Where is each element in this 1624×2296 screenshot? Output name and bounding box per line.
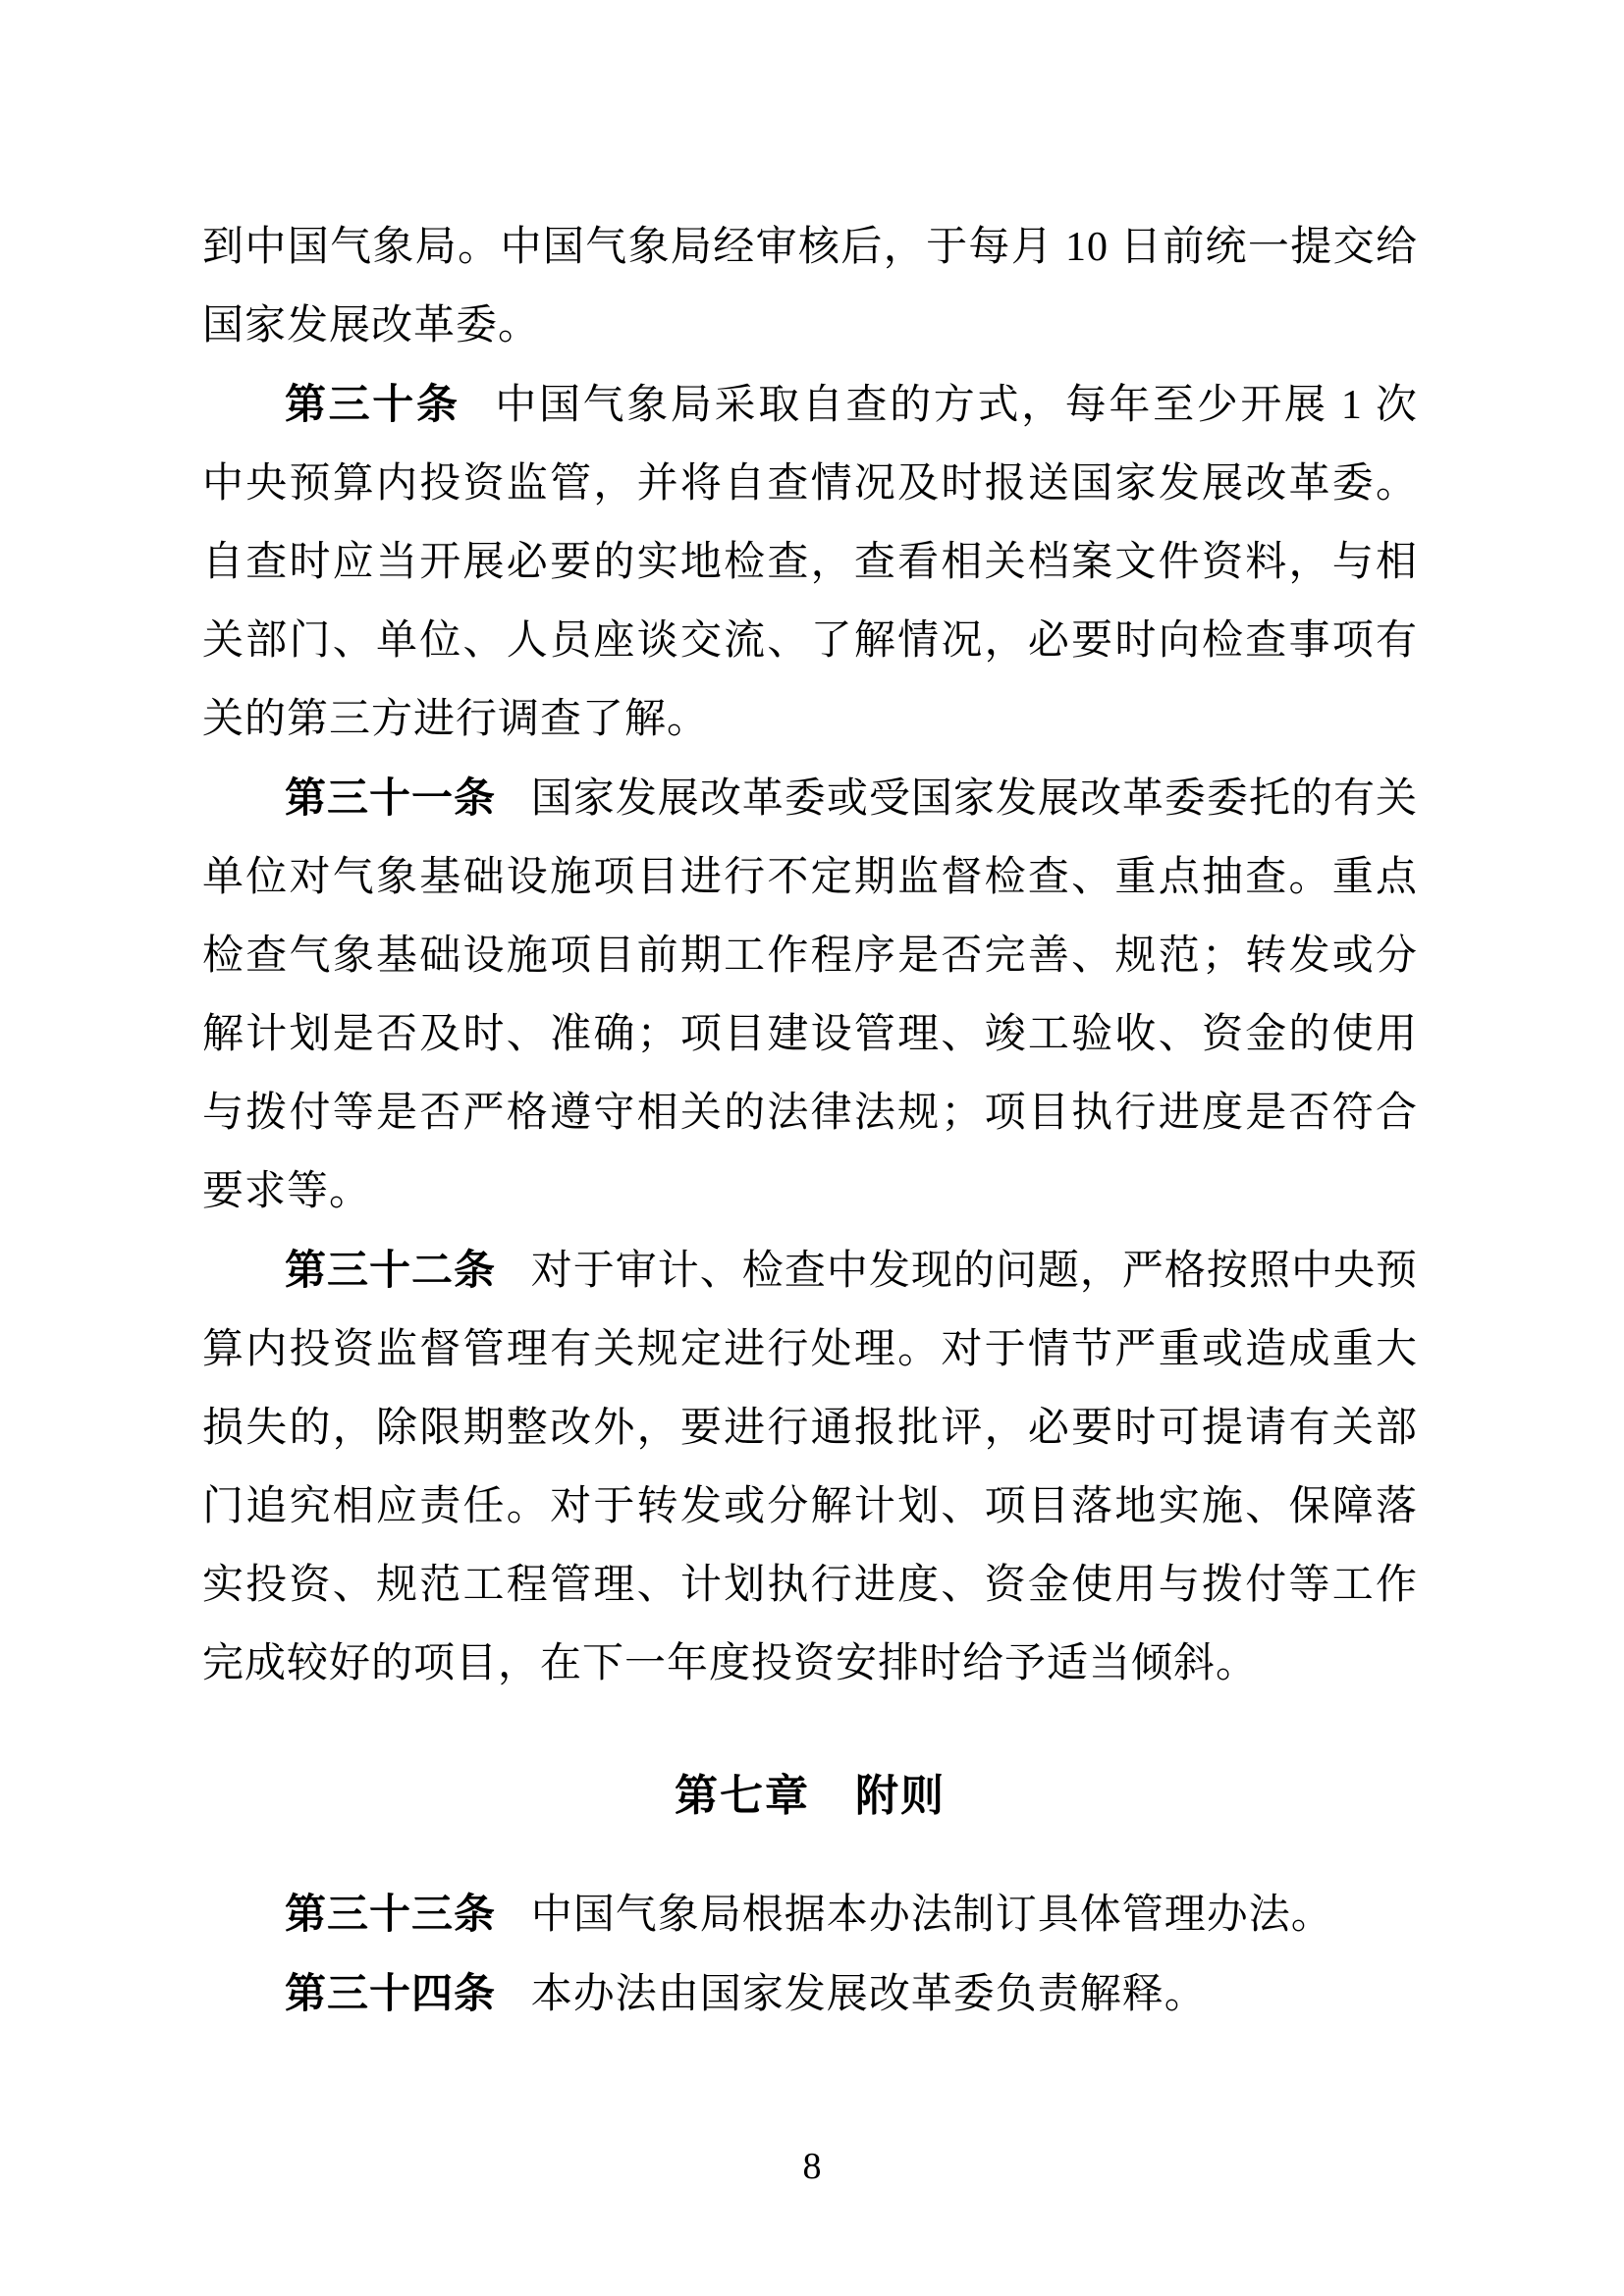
continuation-paragraph: 到中国气象局。中国气象局经审核后，于每月 10 日前统一提交给国家发展改革委。: [202, 225, 1418, 348]
article-34-label: 第三十四条: [285, 1970, 497, 2016]
article-34-paragraph: [202, 1954, 1418, 2034]
article-32-label: 第三十二条: [285, 1247, 497, 1293]
article-33-paragraph: [202, 1875, 1418, 1954]
article-33-label: 第三十三条: [285, 1891, 497, 1937]
article-30-text: 中国气象局采取自查的方式，每年至少开展 1 次中央预算内投资监管，并将自查情况及时报送国家发展改革委。自查时应当开展必要的实地检查，查看相关档案文件资料，与相关部门、单位、人员座谈交流、了解情况，必要时向检查事项有关的第三方进行调查了解。: [202, 383, 1418, 742]
page-footer: [0, 2138, 1624, 2195]
page-number: 8: [802, 2146, 822, 2187]
article-34-text: 本办法由国家发展改革委负责解释。: [530, 1972, 1207, 2017]
article-30-label: 第三十条: [285, 381, 460, 427]
article-32-text: 对于审计、检查中发现的问题，严格按照中央预算内投资监督管理有关规定进行处理。对于情节严重或造成重大损失的，除限期整改外，要进行通报批评，必要时可提请有关部门追究相应责任。对于转发或分解计划、项目落地实施、保障落实投资、规范工程管理、计划执行进度、资金使用与拨付等工作完成较好的项目，在下一年度投资安排时给予适当倾斜。: [202, 1249, 1418, 1686]
article-31-label: 第三十一条: [285, 774, 497, 821]
article-32-paragraph: [202, 1231, 1418, 1703]
article-31-text: 国家发展改革委或受国家发展改革委委托的有关单位对气象基础设施项目进行不定期监督检查、重点抽查。重点检查气象基础设施项目前期工作程序是否完善、规范；转发或分解计划是否及时、准确；项目建设管理、竣工验收、资金的使用与拨付等是否严格遵守相关的法律法规；项目执行进度是否符合要求等。: [202, 776, 1418, 1214]
article-30-paragraph: [202, 365, 1418, 759]
article-33-text: 中国气象局根据本办法制订具体管理办法。: [530, 1893, 1333, 1938]
article-31-paragraph: [202, 759, 1418, 1231]
chapter-heading: 第七章 附则: [675, 1772, 946, 1820]
